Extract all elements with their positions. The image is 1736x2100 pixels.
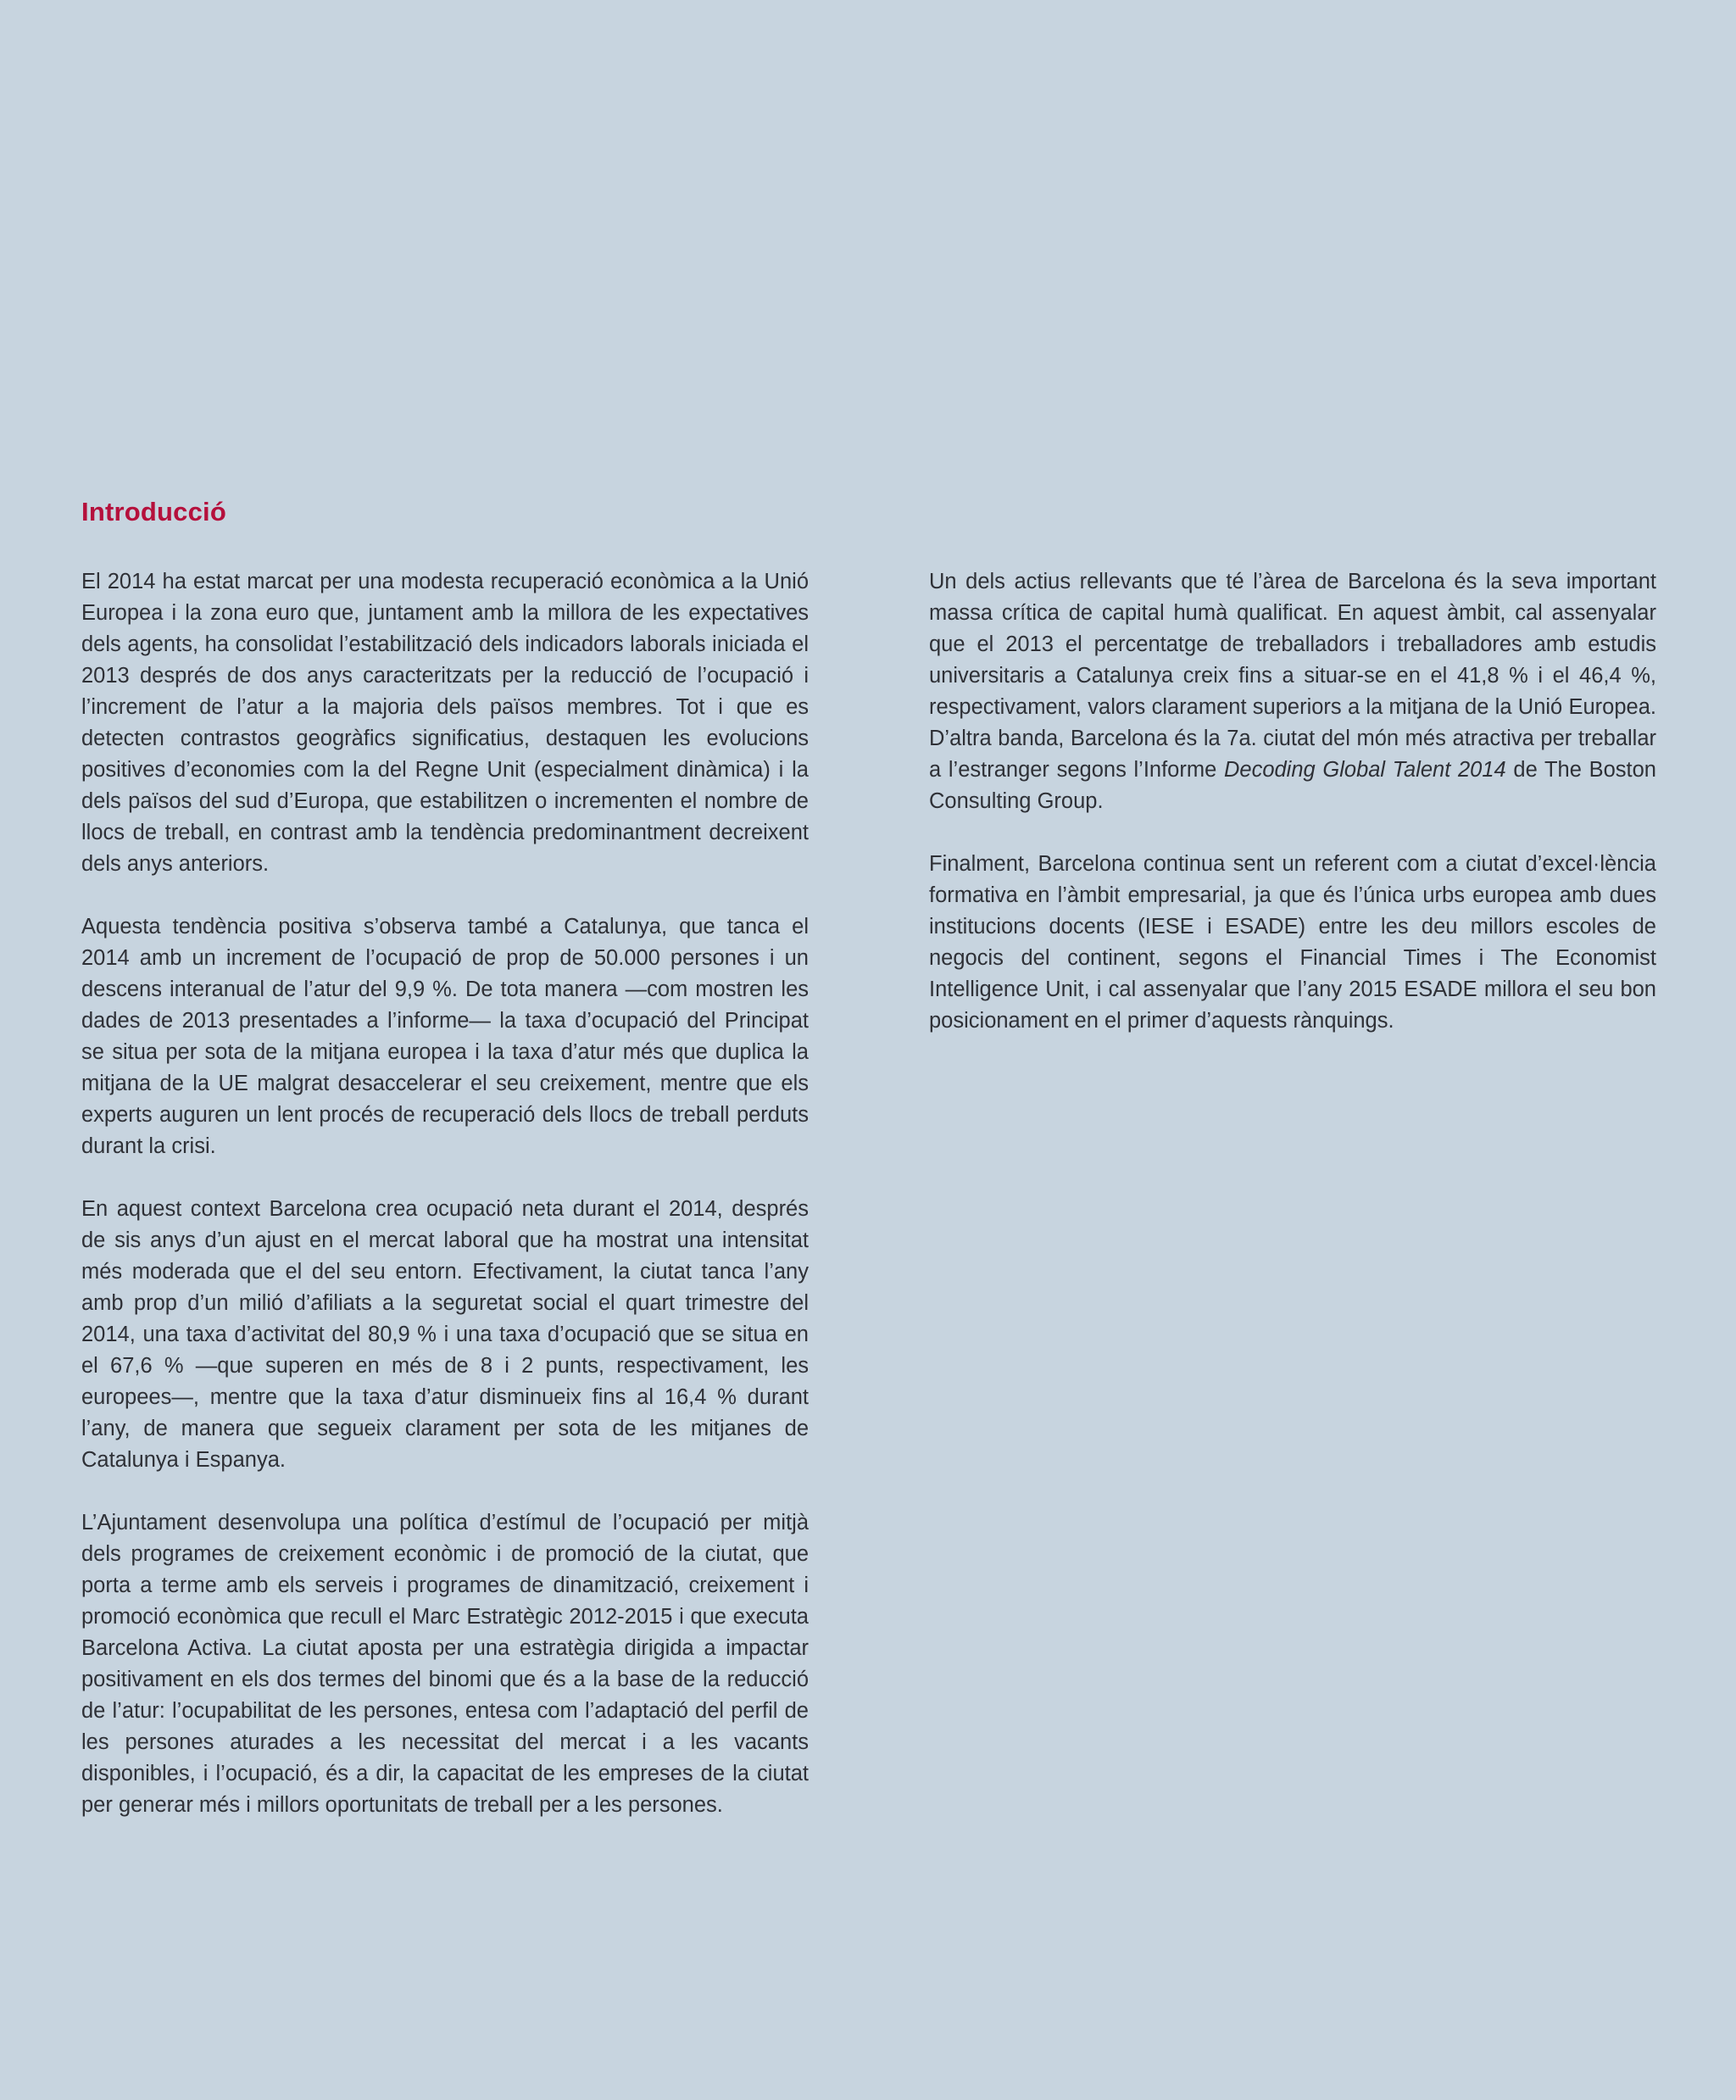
paragraph-3: En aquest context Barcelona crea ocupació neta durant el 2014, després de sis anys d’un ajust en el mercat laboral que ha mostrat una intensitat més moderada que el del seu entorn. Efectivament, la ciutat tanca l’any amb prop d’un milió d’afiliats a la seguretat social el quart trimestre del 2014, una taxa d’activitat del 80,9 % i una taxa d’ocupació que se situa en el 67,6 % —que superen en més de 8 i 2 punts, respectivament, les europees—, mentre que la taxa d’atur disminueix fins al 16,4 % durant l’any, de manera que segueix clarament per sota de les mitjanes de Catalunya i Espanya. [81, 1197, 809, 1472]
left-column [81, 566, 809, 1852]
paragraph-1: El 2014 ha estat marcat per una modesta recuperació econòmica a la Unió Europea i la zona euro que, juntament amb la millora de les expectatives dels agents, ha consolidat l’estabilització dels indicadors laborals iniciada el 2013 després de dos anys caracteritzats per la reducció de l’ocupació i l’increment de l’atur a la majoria dels països membres. Tot i que es detecten contrastos geogràfics significatius, destaquen les evolucions positives d’economies com la del Regne Unit (especialment dinàmica) i la dels països del sud d’Europa, que estabilitzen o incrementen el nombre de llocs de treball, en contrast amb la tendència predominantment decreixent dels anys anteriors. [81, 570, 809, 876]
report-title: Decoding Global Talent 2014 [1223, 758, 1506, 782]
paragraph-4: L’Ajuntament desenvolupa una política d’estímul de l’ocupació per mitjà dels programes de creixement econòmic i de promoció de la ciutat, que porta a terme amb els serveis i programes de dinamització, creixement i promoció econòmica que recull el Marc Estratègic 2012-2015 i que executa Barcelona Activa. La ciutat aposta per una estratègia dirigida a impactar positivament en els dos termes del binomi que és a la base de la reducció de l’atur: l’ocupabilitat de les persones, entesa com l’adaptació del perfil de les persones aturades a les necessitat del mercat i a les vacants disponibles, i l’ocupació, és a dir, la capacitat de les empreses de la ciutat per generar més i millors oportunitats de treball per a les persones. [81, 1511, 809, 1817]
paragraph-6: Finalment, Barcelona continua sent un referent com a ciutat d’excel·lència formativa en l’àmbit empresarial, ja que és l’única urbs europea amb dues institucions docents (IESE i ESADE) entre les deu millors escoles de negocis del continent, segons el Financial Times i The Economist Intelligence Unit, i cal assenyalar que l’any 2015 ESADE millora el seu bon posicionament en el primer d’aquests rànquings. [929, 852, 1656, 1033]
right-column [929, 566, 1656, 1068]
paragraph-5-text-a: Un dels actius rellevants que té l’àrea de Barcelona és la seva important massa crítica de capital humà qualificat. En aquest àmbit, cal assenyalar que el 2013 el percentatge de treballadors i treballadores amb estudis universitaris a Catalunya creix fins a situar-se en el 41,8 % i el 46,4 %, respectivament, valors clarament superiors a la mitjana de la Unió Europea. D’altra banda, Barcelona és la 7a. ciutat del món més atractiva per treballar a l’estranger segons l’Informe [929, 570, 1656, 782]
paragraph-5-text-b: de The Boston Consulting Group. [929, 758, 1656, 813]
paragraph-2: Aquesta tendència positiva s’observa també a Catalunya, que tanca el 2014 amb un increment de l’ocupació de prop de 50.000 persones i un descens interanual de l’atur del 9,9 %. De tota manera —com mostren les dades de 2013 presentades a l’informe— la taxa d’ocupació del Principat se situa per sota de la mitjana europea i la taxa d’atur més que duplica la mitjana de la UE malgrat desaccelerar el seu creixement, mentre que els experts auguren un lent procés de recuperació dels llocs de treball perduts durant la crisi. [81, 915, 809, 1158]
paragraph-5 [929, 566, 1656, 817]
section-heading: Introducció [81, 497, 226, 526]
